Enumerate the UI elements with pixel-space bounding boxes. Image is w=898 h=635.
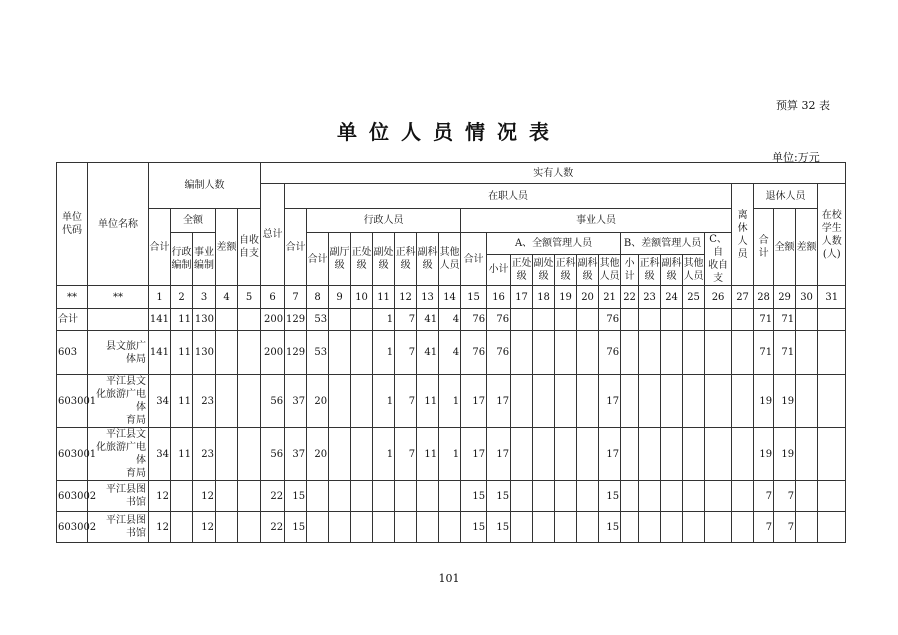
column-index-cell: 28 bbox=[754, 286, 774, 309]
value-cell bbox=[417, 512, 439, 543]
value-cell: 15 bbox=[487, 512, 511, 543]
value-cell bbox=[511, 512, 533, 543]
value-cell bbox=[439, 481, 461, 512]
value-cell: 130 bbox=[193, 309, 216, 331]
column-index-cell: 13 bbox=[417, 286, 439, 309]
value-cell bbox=[796, 428, 818, 481]
value-cell bbox=[621, 309, 639, 331]
header-xingzheng: 行政人员 bbox=[307, 209, 461, 233]
value-cell bbox=[329, 512, 351, 543]
value-cell bbox=[705, 428, 732, 481]
unit-name-cell bbox=[88, 309, 149, 331]
unit-name-cell: 县文旅广 体局 bbox=[88, 331, 149, 375]
value-cell: 11 bbox=[171, 309, 193, 331]
value-cell bbox=[533, 375, 555, 428]
column-index-cell: 9 bbox=[329, 286, 351, 309]
column-index-cell: 24 bbox=[661, 286, 683, 309]
value-cell: 17 bbox=[599, 375, 621, 428]
header-sy-a: A、全额管理人员 bbox=[487, 233, 621, 255]
header-total-staff: 总计 bbox=[261, 184, 285, 286]
value-cell bbox=[661, 309, 683, 331]
header-a-zhengchu: 正处 级 bbox=[511, 254, 533, 285]
column-index-cell: 14 bbox=[439, 286, 461, 309]
column-index-cell: 18 bbox=[533, 286, 555, 309]
value-cell bbox=[732, 481, 754, 512]
value-cell bbox=[329, 375, 351, 428]
value-cell bbox=[373, 512, 395, 543]
value-cell: 12 bbox=[193, 512, 216, 543]
value-cell bbox=[373, 481, 395, 512]
column-index-cell: 1 bbox=[149, 286, 171, 309]
value-cell bbox=[216, 512, 238, 543]
value-cell bbox=[796, 375, 818, 428]
unit-code-cell: 603002 bbox=[57, 481, 88, 512]
value-cell: 71 bbox=[754, 331, 774, 375]
header-quan-e: 全额 bbox=[171, 209, 216, 233]
header-zhengke: 正科 级 bbox=[395, 233, 417, 286]
value-cell: 129 bbox=[285, 309, 307, 331]
value-cell bbox=[395, 512, 417, 543]
unit-code-cell: 合计 bbox=[57, 309, 88, 331]
unit-code-cell: 603001 bbox=[57, 428, 88, 481]
unit-name-cell: 平江县图 书馆 bbox=[88, 481, 149, 512]
column-index-cell: 3 bbox=[193, 286, 216, 309]
column-index-cell: 16 bbox=[487, 286, 511, 309]
unit-code-cell: 603002 bbox=[57, 512, 88, 543]
value-cell bbox=[621, 331, 639, 375]
value-cell bbox=[555, 375, 577, 428]
value-cell: 7 bbox=[754, 512, 774, 543]
header-b-qita: 其他 人员 bbox=[683, 254, 705, 285]
value-cell bbox=[351, 512, 373, 543]
value-cell bbox=[577, 512, 599, 543]
value-cell: 71 bbox=[754, 309, 774, 331]
page-title: 单位人员情况表 bbox=[337, 120, 561, 144]
value-cell: 15 bbox=[285, 481, 307, 512]
value-cell bbox=[705, 331, 732, 375]
value-cell bbox=[577, 375, 599, 428]
value-cell bbox=[329, 481, 351, 512]
value-cell: 37 bbox=[285, 428, 307, 481]
value-cell: 17 bbox=[461, 375, 487, 428]
value-cell bbox=[732, 331, 754, 375]
header-shiye: 事业人员 bbox=[461, 209, 732, 233]
value-cell bbox=[796, 309, 818, 331]
value-cell bbox=[216, 481, 238, 512]
column-index-cell: 29 bbox=[774, 286, 796, 309]
column-index-cell: 25 bbox=[683, 286, 705, 309]
value-cell bbox=[621, 375, 639, 428]
column-index-cell: 20 bbox=[577, 286, 599, 309]
header-zhengchu: 正处 级 bbox=[351, 233, 373, 286]
value-cell bbox=[533, 481, 555, 512]
value-cell bbox=[351, 331, 373, 375]
table-row bbox=[57, 512, 846, 543]
value-cell bbox=[238, 481, 261, 512]
header-futing: 副厅 级 bbox=[329, 233, 351, 286]
value-cell: 17 bbox=[461, 428, 487, 481]
value-cell bbox=[351, 375, 373, 428]
value-cell: 23 bbox=[193, 428, 216, 481]
value-cell: 7 bbox=[774, 512, 796, 543]
value-cell: 12 bbox=[193, 481, 216, 512]
value-cell bbox=[639, 428, 661, 481]
header-zishou: 自收 自支 bbox=[238, 209, 261, 286]
value-cell bbox=[661, 375, 683, 428]
column-index-cell: 7 bbox=[285, 286, 307, 309]
table-row bbox=[57, 481, 846, 512]
value-cell bbox=[818, 309, 846, 331]
header-sy-c: C、自 收自 支 bbox=[705, 233, 732, 286]
header-unit-name: 单位名称 bbox=[88, 163, 149, 286]
value-cell bbox=[661, 512, 683, 543]
value-cell bbox=[417, 481, 439, 512]
value-cell bbox=[329, 428, 351, 481]
value-cell bbox=[216, 331, 238, 375]
value-cell bbox=[216, 428, 238, 481]
value-cell: 11 bbox=[171, 375, 193, 428]
value-cell bbox=[818, 481, 846, 512]
personnel-table bbox=[56, 162, 846, 543]
value-cell bbox=[351, 309, 373, 331]
value-cell bbox=[732, 428, 754, 481]
value-cell: 71 bbox=[774, 309, 796, 331]
value-cell: 56 bbox=[261, 428, 285, 481]
value-cell: 23 bbox=[193, 375, 216, 428]
value-cell: 76 bbox=[487, 331, 511, 375]
header-lixiu: 离 休 人 员 bbox=[732, 184, 754, 286]
value-cell bbox=[705, 481, 732, 512]
value-cell bbox=[683, 309, 705, 331]
value-cell: 56 bbox=[261, 375, 285, 428]
value-cell bbox=[683, 481, 705, 512]
value-cell bbox=[577, 309, 599, 331]
value-cell bbox=[661, 428, 683, 481]
header-a-fuchu: 副处 级 bbox=[533, 254, 555, 285]
value-cell bbox=[511, 331, 533, 375]
value-cell: 17 bbox=[487, 375, 511, 428]
value-cell: 1 bbox=[373, 375, 395, 428]
value-cell: 41 bbox=[417, 331, 439, 375]
value-cell bbox=[329, 331, 351, 375]
value-cell: 15 bbox=[487, 481, 511, 512]
header-tuixiu: 退休人员 bbox=[754, 184, 818, 209]
value-cell: 11 bbox=[171, 428, 193, 481]
column-index-cell: 5 bbox=[238, 286, 261, 309]
value-cell bbox=[351, 428, 373, 481]
table-row bbox=[57, 309, 846, 331]
value-cell bbox=[818, 375, 846, 428]
value-cell: 7 bbox=[395, 375, 417, 428]
value-cell: 7 bbox=[395, 331, 417, 375]
unit-code-cell: 603001 bbox=[57, 375, 88, 428]
unit-code-cell: 603 bbox=[57, 331, 88, 375]
page-number: 101 bbox=[438, 572, 460, 585]
value-cell bbox=[621, 512, 639, 543]
value-cell: 76 bbox=[461, 331, 487, 375]
header-sy-total: 合计 bbox=[461, 233, 487, 286]
value-cell: 7 bbox=[395, 309, 417, 331]
value-cell bbox=[533, 331, 555, 375]
value-cell: 15 bbox=[599, 512, 621, 543]
header-bz-total: 合计 bbox=[149, 209, 171, 286]
value-cell bbox=[171, 481, 193, 512]
table-row bbox=[57, 375, 846, 428]
value-cell: 129 bbox=[285, 331, 307, 375]
value-cell bbox=[732, 309, 754, 331]
header-b-fuke: 副科 级 bbox=[661, 254, 683, 285]
header-tx-total: 合计 bbox=[754, 209, 774, 286]
value-cell: 20 bbox=[307, 428, 329, 481]
header-a-qita: 其他 人员 bbox=[599, 254, 621, 285]
value-cell: 53 bbox=[307, 331, 329, 375]
unit-label: 单位:万元 bbox=[772, 151, 820, 164]
value-cell: 20 bbox=[307, 375, 329, 428]
value-cell: 19 bbox=[774, 375, 796, 428]
value-cell: 15 bbox=[461, 512, 487, 543]
value-cell bbox=[307, 512, 329, 543]
value-cell bbox=[732, 512, 754, 543]
value-cell bbox=[238, 331, 261, 375]
value-cell bbox=[511, 375, 533, 428]
header-fuchu: 副处 级 bbox=[373, 233, 395, 286]
value-cell bbox=[705, 512, 732, 543]
header-a-fuke: 副科 级 bbox=[577, 254, 599, 285]
value-cell bbox=[639, 481, 661, 512]
value-cell bbox=[577, 428, 599, 481]
value-cell bbox=[621, 481, 639, 512]
header-unit-code: 单位 代码 bbox=[57, 163, 88, 286]
value-cell: 37 bbox=[285, 375, 307, 428]
value-cell bbox=[533, 512, 555, 543]
value-cell bbox=[216, 309, 238, 331]
column-index-cell: 27 bbox=[732, 286, 754, 309]
value-cell: 1 bbox=[439, 428, 461, 481]
header-sy-b: B、差额管理人员 bbox=[621, 233, 705, 255]
value-cell: 41 bbox=[417, 309, 439, 331]
value-cell: 53 bbox=[307, 309, 329, 331]
value-cell: 1 bbox=[439, 375, 461, 428]
value-cell bbox=[533, 428, 555, 481]
value-cell: 11 bbox=[171, 331, 193, 375]
value-cell bbox=[683, 428, 705, 481]
value-cell: 200 bbox=[261, 309, 285, 331]
value-cell bbox=[683, 375, 705, 428]
header-tx-quan: 全额 bbox=[774, 209, 796, 286]
column-index-cell: 12 bbox=[395, 286, 417, 309]
value-cell bbox=[639, 512, 661, 543]
value-cell: 141 bbox=[149, 309, 171, 331]
column-index-cell: 11 bbox=[373, 286, 395, 309]
value-cell: 1 bbox=[373, 428, 395, 481]
header-zaizhi: 在职人员 bbox=[285, 184, 732, 209]
value-cell bbox=[171, 512, 193, 543]
value-cell bbox=[683, 512, 705, 543]
form-number: 预算 32 表 bbox=[776, 99, 830, 112]
column-index-cell: 26 bbox=[705, 286, 732, 309]
unit-name-cell: 平江县图 书馆 bbox=[88, 512, 149, 543]
value-cell bbox=[661, 331, 683, 375]
value-cell: 1 bbox=[373, 331, 395, 375]
value-cell bbox=[238, 309, 261, 331]
value-cell: 12 bbox=[149, 481, 171, 512]
value-cell: 4 bbox=[439, 331, 461, 375]
value-cell: 7 bbox=[774, 481, 796, 512]
column-index-cell: 23 bbox=[639, 286, 661, 309]
value-cell bbox=[511, 309, 533, 331]
value-cell bbox=[555, 309, 577, 331]
value-cell bbox=[511, 428, 533, 481]
value-cell bbox=[577, 331, 599, 375]
value-cell bbox=[533, 309, 555, 331]
column-index-cell: 15 bbox=[461, 286, 487, 309]
value-cell bbox=[238, 512, 261, 543]
header-b-zhengke: 正科 级 bbox=[639, 254, 661, 285]
value-cell: 4 bbox=[439, 309, 461, 331]
value-cell bbox=[639, 309, 661, 331]
value-cell: 22 bbox=[261, 512, 285, 543]
value-cell: 34 bbox=[149, 428, 171, 481]
value-cell: 19 bbox=[754, 375, 774, 428]
value-cell: 71 bbox=[774, 331, 796, 375]
header-cha-e: 差额 bbox=[216, 209, 238, 286]
value-cell: 76 bbox=[487, 309, 511, 331]
header-a-sub: 小计 bbox=[487, 254, 511, 285]
table-row bbox=[57, 331, 846, 375]
value-cell bbox=[818, 331, 846, 375]
value-cell bbox=[661, 481, 683, 512]
column-index-cell: 8 bbox=[307, 286, 329, 309]
value-cell: 200 bbox=[261, 331, 285, 375]
header-bianzhi: 编制人数 bbox=[149, 163, 261, 209]
value-cell: 19 bbox=[754, 428, 774, 481]
value-cell: 76 bbox=[599, 309, 621, 331]
header-fuke: 副科 级 bbox=[417, 233, 439, 286]
value-cell bbox=[555, 481, 577, 512]
value-cell: 15 bbox=[599, 481, 621, 512]
column-index-cell: ** bbox=[88, 286, 149, 309]
value-cell: 19 bbox=[774, 428, 796, 481]
column-index-cell: 6 bbox=[261, 286, 285, 309]
header-tx-cha: 差额 bbox=[796, 209, 818, 286]
value-cell: 34 bbox=[149, 375, 171, 428]
column-index-cell: 31 bbox=[818, 286, 846, 309]
header-xz-total: 合计 bbox=[307, 233, 329, 286]
header-student: 在校 学生 人数 (人) bbox=[818, 184, 846, 286]
value-cell: 7 bbox=[395, 428, 417, 481]
unit-name-cell: 平江县文 化旅游广电体 育局 bbox=[88, 375, 149, 428]
table-row bbox=[57, 428, 846, 481]
column-index-cell: 2 bbox=[171, 286, 193, 309]
column-index-cell: 30 bbox=[796, 286, 818, 309]
column-index-cell: ** bbox=[57, 286, 88, 309]
value-cell: 7 bbox=[754, 481, 774, 512]
value-cell: 17 bbox=[599, 428, 621, 481]
value-cell bbox=[818, 428, 846, 481]
column-index-cell: 19 bbox=[555, 286, 577, 309]
column-index-cell: 17 bbox=[511, 286, 533, 309]
value-cell bbox=[511, 481, 533, 512]
value-cell: 76 bbox=[599, 331, 621, 375]
value-cell: 15 bbox=[285, 512, 307, 543]
value-cell bbox=[705, 375, 732, 428]
value-cell bbox=[216, 375, 238, 428]
value-cell: 22 bbox=[261, 481, 285, 512]
value-cell bbox=[555, 512, 577, 543]
header-a-zhengke: 正科 级 bbox=[555, 254, 577, 285]
column-index-row bbox=[57, 286, 846, 309]
value-cell bbox=[307, 481, 329, 512]
header-xz-bz: 行政 编制 bbox=[171, 233, 193, 286]
value-cell: 15 bbox=[461, 481, 487, 512]
value-cell bbox=[732, 375, 754, 428]
header-shiyou: 实有人数 bbox=[261, 163, 846, 184]
value-cell bbox=[238, 428, 261, 481]
value-cell: 12 bbox=[149, 512, 171, 543]
value-cell: 11 bbox=[417, 375, 439, 428]
value-cell bbox=[439, 512, 461, 543]
header-sy-bz: 事业 编制 bbox=[193, 233, 216, 286]
value-cell: 1 bbox=[373, 309, 395, 331]
value-cell bbox=[238, 375, 261, 428]
column-index-cell: 22 bbox=[621, 286, 639, 309]
value-cell: 76 bbox=[461, 309, 487, 331]
value-cell bbox=[351, 481, 373, 512]
value-cell bbox=[818, 512, 846, 543]
value-cell: 17 bbox=[487, 428, 511, 481]
header-b-sub: 小 计 bbox=[621, 254, 639, 285]
value-cell: 141 bbox=[149, 331, 171, 375]
value-cell bbox=[395, 481, 417, 512]
value-cell bbox=[329, 309, 351, 331]
value-cell bbox=[639, 375, 661, 428]
value-cell: 130 bbox=[193, 331, 216, 375]
value-cell bbox=[555, 428, 577, 481]
column-index-cell: 10 bbox=[351, 286, 373, 309]
value-cell bbox=[683, 331, 705, 375]
value-cell bbox=[555, 331, 577, 375]
value-cell bbox=[705, 309, 732, 331]
unit-name-cell: 平江县文 化旅游广电体 育局 bbox=[88, 428, 149, 481]
column-index-cell: 21 bbox=[599, 286, 621, 309]
value-cell bbox=[621, 428, 639, 481]
header-zz-total: 合计 bbox=[285, 209, 307, 286]
value-cell bbox=[577, 481, 599, 512]
value-cell bbox=[796, 481, 818, 512]
value-cell bbox=[639, 331, 661, 375]
header-qita: 其他 人员 bbox=[439, 233, 461, 286]
value-cell bbox=[796, 331, 818, 375]
column-index-cell: 4 bbox=[216, 286, 238, 309]
value-cell bbox=[796, 512, 818, 543]
value-cell: 11 bbox=[417, 428, 439, 481]
